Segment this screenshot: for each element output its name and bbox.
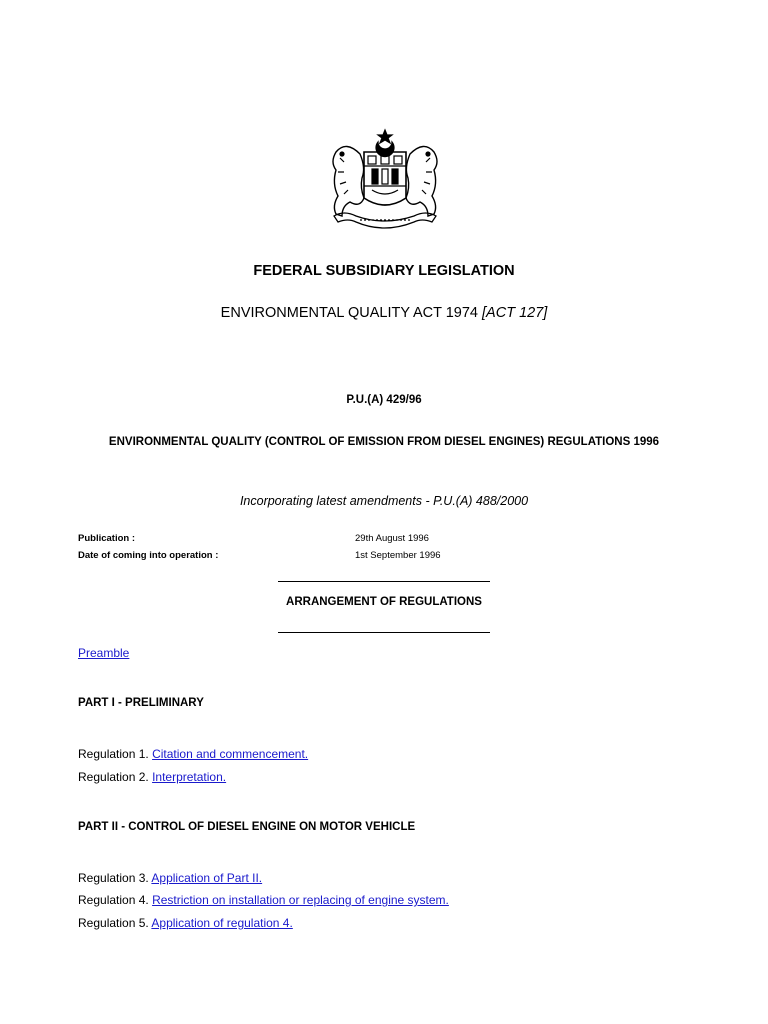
part-2-title: PART II - CONTROL OF DIESEL ENGINE ON MOTOR VEHICLE	[78, 821, 416, 833]
regulation-3-link[interactable]: Application of Part II.	[151, 871, 263, 885]
arrangement-heading: ARRANGEMENT OF REGULATIONS	[286, 596, 482, 608]
act-name	[0, 305, 768, 321]
regulation-prefix: Regulation 3.	[78, 871, 149, 885]
preamble-link[interactable]: Preamble	[78, 646, 130, 660]
operation-date-label: Date of coming into operation :	[78, 550, 219, 561]
act-reference: [ACT 127]	[482, 305, 548, 321]
regulation-item	[78, 916, 293, 930]
regulation-item	[78, 871, 262, 885]
pu-number: P.U.(A) 429/96	[346, 394, 422, 406]
regulation-item	[78, 770, 226, 784]
coat-of-arms-icon	[320, 128, 450, 238]
bottom-divider	[278, 632, 490, 633]
part-1-title: PART I - PRELIMINARY	[78, 697, 204, 709]
regulation-item	[78, 893, 449, 907]
regulation-2-link[interactable]: Interpretation.	[152, 770, 227, 784]
regulation-5-link[interactable]: Application of regulation 4.	[151, 916, 293, 930]
publication-label: Publication :	[78, 533, 135, 544]
regulation-prefix: Regulation 1.	[78, 747, 149, 761]
regulation-prefix: Regulation 5.	[78, 916, 149, 930]
regulations-title: ENVIRONMENTAL QUALITY (CONTROL OF EMISSION FROM DIESEL ENGINES) REGULATIONS 1996	[108, 436, 660, 448]
regulation-1-link[interactable]: Citation and commencement.	[152, 747, 309, 761]
regulation-prefix: Regulation 4.	[78, 893, 149, 907]
top-divider	[278, 581, 490, 582]
regulation-4-link[interactable]: Restriction on installation or replacing of engine system.	[152, 893, 449, 907]
act-name-text: ENVIRONMENTAL QUALITY ACT 1974	[220, 305, 478, 321]
amendments-note: Incorporating latest amendments - P.U.(A) 488/2000	[239, 494, 529, 508]
publication-date: 29th August 1996	[355, 533, 429, 544]
regulation-prefix: Regulation 2.	[78, 770, 149, 784]
operation-date: 1st September 1996	[355, 550, 441, 561]
regulation-item	[78, 747, 308, 761]
document-title: FEDERAL SUBSIDIARY LEGISLATION	[253, 263, 515, 279]
